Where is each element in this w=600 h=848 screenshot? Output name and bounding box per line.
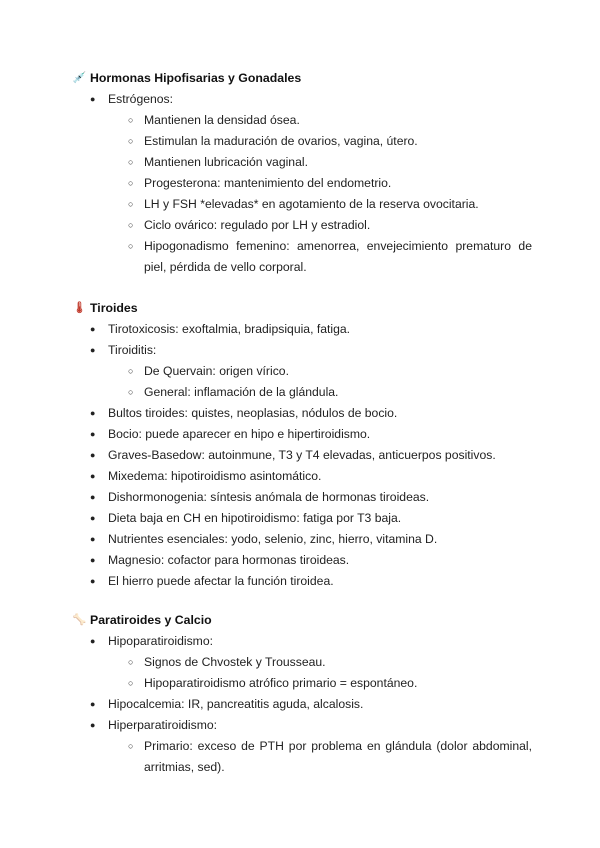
bone-icon: 🦴 bbox=[72, 614, 87, 626]
bullet-dot-icon: ● bbox=[90, 324, 96, 334]
bullet-list bbox=[72, 89, 532, 278]
bullet-circle-icon: ○ bbox=[128, 741, 134, 751]
bullet-dot-icon: ● bbox=[90, 513, 96, 523]
sub-list-item: ○ Mantienen la densidad ósea. bbox=[72, 110, 532, 131]
list-item: ● Hiperparatiroidismo: bbox=[72, 715, 532, 736]
bullet-dot-icon: ● bbox=[90, 408, 96, 418]
bullet-circle-icon: ○ bbox=[128, 678, 134, 688]
list-item: ● Dieta baja en CH en hipotiroidismo: fatiga por T3 baja. bbox=[72, 508, 532, 529]
syringe-icon: 💉 bbox=[72, 72, 87, 84]
bullet-dot-icon: ● bbox=[90, 534, 96, 544]
thermometer-icon: 🌡 bbox=[72, 302, 87, 314]
list-item: ● Tiroiditis: bbox=[72, 340, 532, 361]
bullet-dot-icon: ● bbox=[90, 471, 96, 481]
list-item: ● Bultos tiroides: quistes, neoplasias, nódulos de bocio. bbox=[72, 403, 532, 424]
bullet-circle-icon: ○ bbox=[128, 136, 134, 146]
bullet-dot-icon: ● bbox=[90, 94, 96, 104]
list-item: ● Graves-Basedow: autoinmune, T3 y T4 elevadas, anticuerpos positivos. bbox=[72, 445, 532, 466]
section-paratiroides bbox=[72, 610, 532, 778]
list-item: ● Hipocalcemia: IR, pancreatitis aguda, alcalosis. bbox=[72, 694, 532, 715]
bullet-circle-icon: ○ bbox=[128, 157, 134, 167]
list-item: ● Bocio: puede aparecer en hipo e hipertiroidismo. bbox=[72, 424, 532, 445]
bullet-dot-icon: ● bbox=[90, 720, 96, 730]
bullet-list bbox=[72, 631, 532, 778]
bullet-circle-icon: ○ bbox=[128, 220, 134, 230]
bullet-dot-icon: ● bbox=[90, 450, 96, 460]
list-item: ● El hierro puede afectar la función tiroidea. bbox=[72, 571, 532, 592]
bullet-dot-icon: ● bbox=[90, 345, 96, 355]
sub-list-item: ○ Hipogonadismo femenino: amenorrea, envejecimiento prematuro de piel, pérdida de vello corporal. bbox=[72, 236, 532, 278]
bullet-circle-icon: ○ bbox=[128, 366, 134, 376]
section-heading bbox=[72, 68, 532, 89]
bullet-circle-icon: ○ bbox=[128, 241, 134, 251]
section-hormonas bbox=[72, 68, 532, 278]
list-item: ● Estrógenos: bbox=[72, 89, 532, 110]
bullet-dot-icon: ● bbox=[90, 576, 96, 586]
bullet-dot-icon: ● bbox=[90, 636, 96, 646]
sub-list-item: ○ Signos de Chvostek y Trousseau. bbox=[72, 652, 532, 673]
sub-list-item: ○ De Quervain: origen vírico. bbox=[72, 361, 532, 382]
section-title: Paratiroides y Calcio bbox=[90, 613, 212, 627]
sub-list-item: ○ Primario: exceso de PTH por problema en glándula (dolor abdominal, arritmias, sed). bbox=[72, 736, 532, 778]
list-item: ● Mixedema: hipotiroidismo asintomático. bbox=[72, 466, 532, 487]
bullet-dot-icon: ● bbox=[90, 555, 96, 565]
section-title: Hormonas Hipofisarias y Gonadales bbox=[90, 71, 302, 85]
bullet-dot-icon: ● bbox=[90, 492, 96, 502]
sub-list-item: ○ LH y FSH *elevadas* en agotamiento de la reserva ovocitaria. bbox=[72, 194, 532, 215]
bullet-circle-icon: ○ bbox=[128, 115, 134, 125]
bullet-circle-icon: ○ bbox=[128, 657, 134, 667]
section-heading bbox=[72, 298, 532, 319]
sub-list-item: ○ Progesterona: mantenimiento del endometrio. bbox=[72, 173, 532, 194]
bullet-list bbox=[72, 319, 532, 592]
bullet-circle-icon: ○ bbox=[128, 387, 134, 397]
section-title: Tiroides bbox=[90, 301, 138, 315]
sub-list-item: ○ Hipoparatiroidismo atrófico primario = espontáneo. bbox=[72, 673, 532, 694]
section-heading bbox=[72, 610, 532, 631]
list-item: ● Nutrientes esenciales: yodo, selenio, zinc, hierro, vitamina D. bbox=[72, 529, 532, 550]
bullet-circle-icon: ○ bbox=[128, 199, 134, 209]
bullet-dot-icon: ● bbox=[90, 699, 96, 709]
list-item: ● Tirotoxicosis: exoftalmia, bradipsiquia, fatiga. bbox=[72, 319, 532, 340]
bullet-dot-icon: ● bbox=[90, 429, 96, 439]
list-item: ● Hipoparatiroidismo: bbox=[72, 631, 532, 652]
section-tiroides bbox=[72, 298, 532, 592]
sub-list-item: ○ Ciclo ovárico: regulado por LH y estradiol. bbox=[72, 215, 532, 236]
bullet-circle-icon: ○ bbox=[128, 178, 134, 188]
sub-list-item: ○ Mantienen lubricación vaginal. bbox=[72, 152, 532, 173]
list-item: ● Dishormonogenia: síntesis anómala de hormonas tiroideas. bbox=[72, 487, 532, 508]
sub-list-item: ○ Estimulan la maduración de ovarios, vagina, útero. bbox=[72, 131, 532, 152]
list-item: ● Magnesio: cofactor para hormonas tiroideas. bbox=[72, 550, 532, 571]
sub-list-item: ○ General: inflamación de la glándula. bbox=[72, 382, 532, 403]
